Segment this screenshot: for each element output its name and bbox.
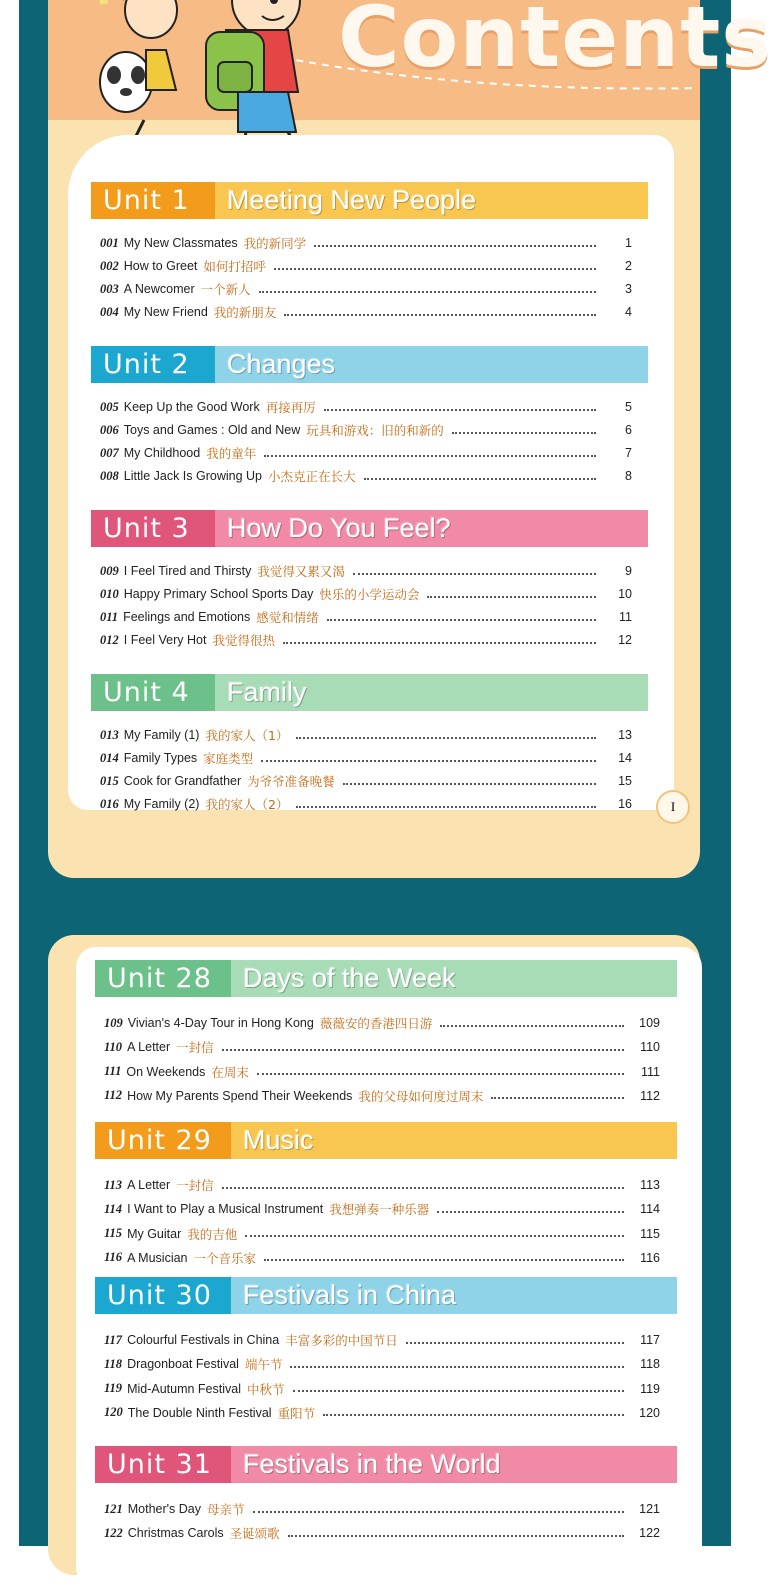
- dot-leader: [327, 618, 596, 621]
- lesson-title-english: Colourful Festivals in China: [127, 1333, 280, 1347]
- dot-leader: [222, 1186, 624, 1189]
- lesson-number: 015: [100, 773, 119, 788]
- lesson-entry[interactable]: [104, 1498, 660, 1520]
- lesson-entry[interactable]: [100, 560, 632, 582]
- lesson-title-english: Mid-Autumn Festival: [127, 1381, 241, 1396]
- lesson-page-number: 116: [640, 1250, 660, 1265]
- lesson-page-number: 119: [640, 1381, 660, 1396]
- lesson-number: 005: [100, 399, 119, 414]
- lesson-entry[interactable]: [100, 606, 632, 628]
- lesson-number: 006: [100, 422, 119, 437]
- lesson-page-number: 118: [640, 1357, 660, 1372]
- lesson-title-chinese: 再接再厉: [265, 400, 316, 415]
- lesson-title-chinese: 我的父母如何度过周末: [358, 1088, 484, 1104]
- dot-leader: [437, 1210, 624, 1213]
- lesson-entry[interactable]: [100, 465, 632, 487]
- lesson-page-number: 109: [639, 1016, 660, 1030]
- dot-leader: [293, 1389, 624, 1392]
- dot-leader: [406, 1341, 624, 1344]
- dot-leader: [259, 290, 596, 293]
- lesson-page-number: 4: [625, 305, 632, 319]
- lesson-entry[interactable]: [104, 1174, 660, 1196]
- lesson-title-english: Cook for Grandfather: [123, 774, 242, 788]
- dot-leader: [491, 1096, 624, 1099]
- lesson-entry[interactable]: [104, 1378, 660, 1400]
- lesson-number: 111: [104, 1064, 122, 1079]
- lesson-title-english: Keep Up the Good Work: [123, 400, 260, 414]
- lesson-title-english: My Childhood: [123, 446, 201, 460]
- lesson-entry[interactable]: [100, 232, 632, 254]
- dot-leader: [353, 572, 596, 575]
- lesson-title-chinese: 快乐的小学运动会: [319, 587, 420, 602]
- lesson-number: 116: [104, 1250, 123, 1265]
- unit-title: Changes: [215, 346, 648, 383]
- dot-leader: [264, 454, 596, 457]
- lesson-entry[interactable]: [104, 1061, 660, 1083]
- dot-leader: [343, 782, 596, 785]
- lesson-page-number: 120: [639, 1405, 660, 1420]
- unit-banner: [95, 960, 677, 997]
- lesson-entry[interactable]: [100, 278, 632, 300]
- lesson-title-english: My New Friend: [123, 305, 208, 319]
- lesson-page-number: 12: [618, 633, 632, 647]
- lesson-page-number: 114: [640, 1202, 660, 1217]
- lesson-number: 117: [104, 1332, 123, 1347]
- unit-number: Unit 2: [91, 346, 215, 383]
- lesson-page-number: 14: [618, 751, 632, 765]
- dot-leader: [323, 1413, 624, 1416]
- lesson-number: 001: [100, 235, 119, 250]
- dot-leader: [296, 736, 596, 739]
- lesson-title-chinese: 一个新人: [200, 282, 251, 297]
- unit-title: Days of the Week: [231, 960, 677, 997]
- lesson-number: 009: [100, 563, 119, 578]
- lesson-entry[interactable]: [100, 747, 632, 769]
- lesson-number: 016: [100, 796, 119, 811]
- lesson-title-english: Happy Primary School Sports Day: [123, 587, 314, 601]
- lesson-number: 010: [100, 586, 119, 601]
- lesson-number: 120: [104, 1405, 123, 1420]
- dot-leader: [274, 267, 596, 270]
- page-title: Contents: [338, 0, 772, 86]
- dot-leader: [427, 595, 596, 598]
- lesson-entry[interactable]: [100, 793, 632, 815]
- lesson-page-number: 2: [625, 259, 632, 273]
- dot-leader: [290, 1365, 624, 1368]
- lesson-title-english: Toys and Games : Old and New: [123, 423, 301, 437]
- unit-title: Family: [215, 674, 648, 711]
- page-number-badge: I: [656, 790, 690, 824]
- dot-leader: [222, 1048, 624, 1051]
- unit-title: Music: [231, 1122, 677, 1159]
- dot-leader: [452, 431, 596, 434]
- lesson-title-chinese: 我觉得很热: [212, 633, 275, 648]
- lesson-number: 109: [104, 1015, 123, 1030]
- lesson-entry[interactable]: [104, 1198, 660, 1220]
- lesson-number: 013: [100, 727, 119, 742]
- unit-number: Unit 1: [91, 182, 215, 219]
- lesson-number: 008: [100, 468, 119, 483]
- dot-leader: [264, 1258, 624, 1261]
- lesson-title-chinese: 为爷爷准备晚餐: [247, 774, 335, 789]
- lesson-title-chinese: 圣诞颂歌: [229, 1526, 280, 1542]
- lesson-entry[interactable]: [100, 396, 632, 418]
- unit-number: Unit 31: [95, 1446, 231, 1483]
- lesson-page-number: 3: [625, 282, 632, 296]
- lesson-title-chinese: 家庭类型: [203, 751, 254, 766]
- dot-leader: [283, 641, 596, 644]
- unit-banner: [91, 674, 648, 711]
- lesson-title-english: A Letter: [127, 1040, 171, 1055]
- lesson-title-chinese: 端午节: [244, 1357, 283, 1373]
- lesson-page-number: 11: [619, 610, 632, 624]
- lesson-page-number: 8: [625, 469, 632, 483]
- lesson-title-english: Vivian's 4-Day Tour in Hong Kong: [127, 1016, 314, 1030]
- lesson-page-number: 117: [640, 1333, 660, 1347]
- lesson-number: 115: [104, 1226, 123, 1241]
- lesson-title-chinese: 在周末: [211, 1064, 249, 1080]
- lesson-page-number: 6: [625, 423, 632, 437]
- lesson-title-chinese: 母亲节: [207, 1502, 245, 1517]
- lesson-title-english: Christmas Carols: [127, 1526, 224, 1541]
- lesson-title-english: How My Parents Spend Their Weekends: [127, 1088, 353, 1103]
- unit-number: Unit 28: [95, 960, 231, 997]
- lesson-title-english: A Musician: [127, 1250, 188, 1265]
- dot-leader: [245, 1234, 624, 1237]
- lesson-title-chinese: 我的新同学: [243, 236, 307, 251]
- lesson-number: 002: [100, 258, 119, 273]
- lesson-title-chinese: 我的吉他: [187, 1226, 238, 1242]
- unit-banner: [91, 346, 648, 383]
- unit-banner: [95, 1446, 677, 1483]
- lesson-title-english: Mother's Day: [127, 1502, 201, 1516]
- lesson-page-number: 113: [640, 1178, 660, 1192]
- lesson-title-english: A Newcomer: [123, 282, 195, 296]
- lesson-title-english: The Double Ninth Festival: [127, 1405, 272, 1420]
- dot-leader: [284, 313, 596, 316]
- lesson-title-english: My Guitar: [127, 1226, 182, 1241]
- lesson-page-number: 13: [618, 728, 632, 742]
- lesson-title-english: I Feel Tired and Thirsty: [123, 564, 252, 578]
- lesson-entry[interactable]: [100, 301, 632, 323]
- lesson-page-number: 111: [640, 1064, 660, 1079]
- unit-number: Unit 3: [91, 510, 215, 547]
- lesson-number: 014: [100, 750, 119, 765]
- lesson-number: 004: [100, 304, 119, 319]
- lesson-title-chinese: 我的新朋友: [213, 305, 277, 320]
- lesson-number: 110: [104, 1039, 123, 1054]
- lesson-title-chinese: 玩具和游戏：旧的和新的: [306, 423, 444, 438]
- unit-title: Festivals in the World: [231, 1446, 677, 1483]
- unit-title: Festivals in China: [231, 1277, 677, 1314]
- lesson-title-chinese: 小杰克正在长大: [268, 469, 356, 484]
- lesson-entry[interactable]: [104, 1329, 660, 1351]
- lesson-title-english: I Want to Play a Musical Instrument: [127, 1202, 324, 1217]
- dot-leader: [324, 408, 596, 411]
- lesson-title-english: My Family (1): [123, 728, 200, 742]
- lesson-entry[interactable]: [100, 583, 632, 605]
- dot-leader: [253, 1510, 624, 1513]
- lesson-number: 012: [100, 632, 119, 647]
- unit-number: Unit 29: [95, 1122, 231, 1159]
- lesson-entry[interactable]: [104, 1012, 660, 1034]
- lesson-title-chinese: 感觉和情绪: [256, 610, 319, 625]
- lesson-title-english: How to Greet: [123, 259, 198, 273]
- dot-leader: [440, 1024, 624, 1027]
- lesson-number: 003: [100, 281, 119, 296]
- dot-leader: [261, 759, 596, 762]
- lesson-number: 113: [104, 1177, 123, 1192]
- lesson-title-english: Feelings and Emotions: [123, 610, 251, 624]
- lesson-page-number: 1: [625, 236, 632, 250]
- lesson-entry[interactable]: [104, 1223, 660, 1245]
- lesson-title-chinese: 我觉得又累又渴: [257, 564, 345, 579]
- lesson-entry[interactable]: [100, 724, 632, 746]
- lesson-title-english: My Family (2): [123, 797, 200, 811]
- lesson-page-number: 7: [625, 446, 632, 460]
- lesson-page-number: 121: [639, 1502, 660, 1516]
- unit-title: Meeting New People: [215, 182, 648, 219]
- lesson-entry[interactable]: [100, 442, 632, 464]
- unit-banner: [95, 1122, 677, 1159]
- lesson-entry[interactable]: [104, 1402, 660, 1424]
- unit-number: Unit 30: [95, 1277, 231, 1314]
- lesson-entry[interactable]: [104, 1353, 660, 1375]
- lesson-title-chinese: 丰富多彩的中国节日: [285, 1333, 398, 1348]
- lesson-title-chinese: 我的家人（1）: [205, 728, 289, 743]
- lesson-entry[interactable]: [104, 1085, 660, 1107]
- dot-leader: [257, 1072, 624, 1075]
- lesson-title-english: My New Classmates: [123, 236, 238, 250]
- lesson-number: 112: [104, 1088, 123, 1103]
- lesson-title-chinese: 我的家人（2）: [205, 797, 289, 812]
- lesson-title-chinese: 如何打招呼: [203, 259, 266, 274]
- lesson-number: 114: [104, 1201, 123, 1216]
- lesson-page-number: 16: [618, 797, 632, 811]
- lesson-page-number: 10: [618, 587, 632, 601]
- lesson-entry[interactable]: [104, 1036, 660, 1058]
- dot-leader: [288, 1534, 624, 1537]
- lesson-title-chinese: 我想弹奏一种乐器: [329, 1202, 430, 1218]
- lesson-title-chinese: 一个音乐家: [193, 1250, 257, 1266]
- lesson-number: 122: [104, 1525, 123, 1540]
- lesson-entry[interactable]: [100, 419, 632, 441]
- lesson-entry[interactable]: [100, 255, 632, 277]
- lesson-title-english: Little Jack Is Growing Up: [123, 469, 262, 483]
- unit-banner: [91, 510, 648, 547]
- lesson-entry[interactable]: [104, 1247, 660, 1269]
- unit-title: How Do You Feel?: [215, 510, 648, 547]
- lesson-page-number: 9: [625, 564, 632, 578]
- lesson-entry[interactable]: [104, 1522, 660, 1544]
- lesson-number: 011: [100, 609, 119, 624]
- lesson-number: 007: [100, 445, 119, 460]
- lesson-title-chinese: 薇薇安的香港四日游: [319, 1016, 433, 1031]
- lesson-title-chinese: 重阳节: [277, 1405, 316, 1421]
- lesson-page-number: 115: [640, 1226, 660, 1241]
- lesson-page-number: 110: [640, 1040, 660, 1055]
- lesson-page-number: 112: [640, 1088, 660, 1103]
- lesson-title-chinese: 中秋节: [247, 1381, 285, 1397]
- lesson-title-chinese: 我的童年: [206, 446, 257, 461]
- lesson-title-english: Family Types: [123, 751, 198, 765]
- lesson-title-english: On Weekends: [126, 1064, 206, 1079]
- unit-banner: [91, 182, 648, 219]
- lesson-title-chinese: 一封信: [176, 1040, 214, 1056]
- dot-leader: [364, 477, 596, 480]
- lesson-page-number: 122: [639, 1526, 660, 1541]
- lesson-page-number: 5: [625, 400, 632, 414]
- lesson-entry[interactable]: [100, 770, 632, 792]
- lesson-entry[interactable]: [100, 629, 632, 651]
- lesson-page-number: 15: [618, 774, 632, 788]
- lesson-number: 119: [104, 1381, 123, 1396]
- lesson-title-english: Dragonboat Festival: [127, 1357, 239, 1372]
- unit-number: Unit 4: [91, 674, 215, 711]
- lesson-title-chinese: 一封信: [176, 1178, 214, 1193]
- dot-leader: [296, 805, 596, 808]
- dot-leader: [314, 244, 596, 247]
- unit-banner: [95, 1277, 677, 1314]
- lesson-number: 121: [104, 1501, 123, 1516]
- lesson-title-english: I Feel Very Hot: [123, 633, 207, 647]
- lesson-title-english: A Letter: [127, 1178, 171, 1192]
- lesson-number: 118: [104, 1356, 123, 1371]
